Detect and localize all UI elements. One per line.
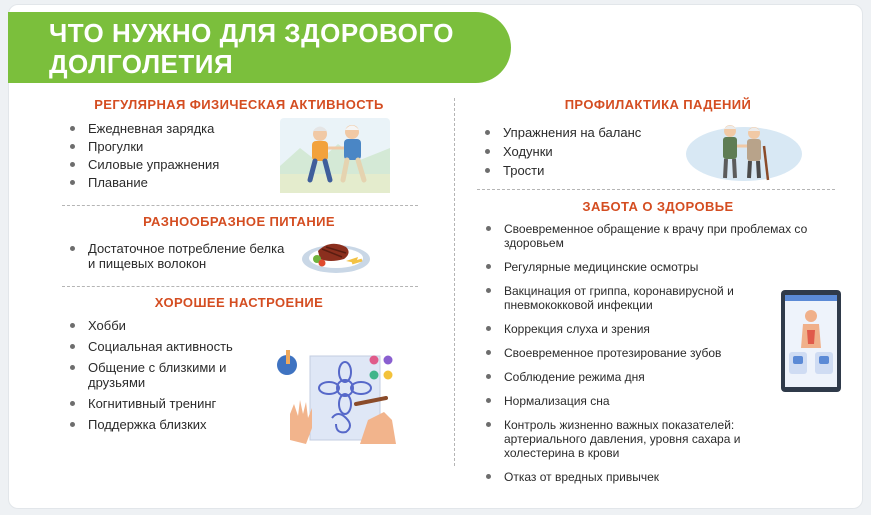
list-item: Своевременное протезирование зубов	[486, 346, 831, 360]
medical-tablet-icon	[781, 290, 841, 392]
section-title-mood: ХОРОШЕЕ НАСТРОЕНИЕ	[154, 295, 324, 310]
list-item: Поддержка близких	[70, 417, 270, 432]
list-item: Нормализация сна	[486, 394, 831, 408]
list-item: Регулярные медицинские осмотры	[486, 260, 831, 274]
elderly-couple-walking-icon	[280, 118, 390, 193]
list-item: Общение с близкими и друзьями	[70, 360, 228, 390]
falls-list	[485, 125, 685, 178]
divider	[477, 189, 835, 190]
list-item: Своевременное обращение к врачу при проблемах со здоровьем	[486, 222, 831, 250]
mood-list	[70, 318, 270, 432]
section-title-nutrition: РАЗНООБРАЗНОЕ ПИТАНИЕ	[143, 214, 335, 229]
list-item: Соблюдение режима дня	[486, 370, 831, 384]
nutrition-list	[70, 241, 285, 271]
drawing-hobby-icon	[276, 348, 406, 448]
list-item: Силовые упражнения	[70, 157, 270, 172]
page-title-line1: ЧТО НУЖНО ДЛЯ ЗДОРОВОГО	[49, 18, 455, 48]
activity-list	[70, 121, 270, 190]
list-item: Когнитивный тренинг	[70, 396, 270, 411]
list-item: Достаточное потребление белка и пищевых волокон	[70, 241, 285, 271]
list-item: Хобби	[70, 318, 270, 333]
section-title-health: ЗАБОТА О ЗДОРОВЬЕ	[582, 199, 734, 214]
divider	[62, 205, 418, 206]
list-item: Плавание	[70, 175, 270, 190]
health-list	[486, 222, 831, 484]
list-item: Социальная активность	[70, 339, 270, 354]
list-item: Ежедневная зарядка	[70, 121, 270, 136]
list-item: Ходунки	[485, 144, 685, 159]
meal-plate-icon	[300, 235, 372, 275]
column-divider	[454, 98, 455, 466]
list-item: Вакцинация от гриппа, коронавирусной и пневмококковой инфекции	[486, 284, 769, 312]
elderly-with-cane-icon	[684, 120, 808, 184]
list-item: Трости	[485, 163, 685, 178]
title-banner	[8, 12, 511, 83]
list-item: Коррекция слуха и зрения	[486, 322, 831, 336]
section-title-falls: ПРОФИЛАКТИКА ПАДЕНИЙ	[564, 97, 752, 112]
divider	[62, 286, 418, 287]
page-title-line2: ДОЛГОЛЕТИЯ	[49, 49, 234, 79]
list-item: Контроль жизненно важных показателей: артериального давления, уровня сахара и холестерина в крови	[486, 418, 784, 460]
list-item: Прогулки	[70, 139, 270, 154]
section-title-activity: РЕГУЛЯРНАЯ ФИЗИЧЕСКАЯ АКТИВНОСТЬ	[94, 97, 384, 112]
list-item: Упражнения на баланс	[485, 125, 685, 140]
list-item: Отказ от вредных привычек	[486, 470, 831, 484]
